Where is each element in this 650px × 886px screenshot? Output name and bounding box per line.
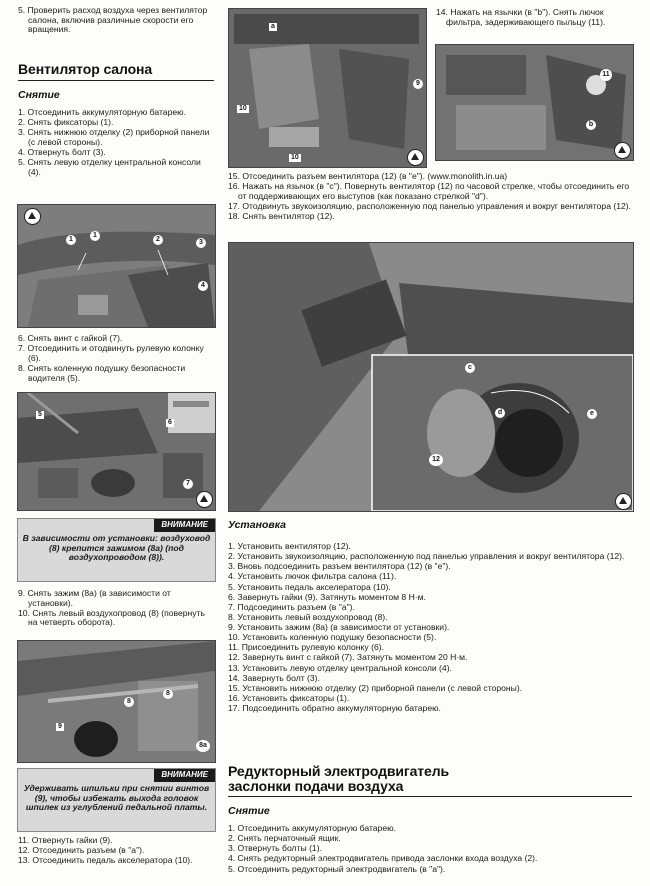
steps-11-13	[18, 836, 214, 866]
photo-dashboard-trim	[17, 204, 216, 328]
steps-15-18	[228, 172, 632, 222]
step-item: 12. Отсоединить разъем (в "а").	[18, 845, 145, 856]
callout: 8	[124, 697, 134, 707]
install-step-item: 1. Установить вентилятор (12).	[228, 541, 351, 551]
callout: 1	[90, 231, 100, 241]
step-item: 4. Отвернуть болт (3).	[18, 147, 106, 157]
step-item: 15. Отсоединить разъем вентилятора (12) (в "е"). (www.monolith.in.ua)	[228, 171, 508, 181]
callout: 1	[66, 235, 76, 245]
callout: c	[465, 363, 475, 373]
warning-text-2: Удерживать шпильки при снятии винтов (9), чтобы избежать выхода головок шпилек из углублений педальной платы.	[23, 783, 210, 813]
step-item: 8. Снять коленную подушку безопасности водителя (5).	[18, 362, 186, 383]
callout: 11	[600, 69, 612, 81]
install-step-item: 4. Установить лючок фильтра салона (11).	[228, 571, 397, 582]
callout: 2	[153, 235, 163, 245]
step-item: 5. Отсоединить редукторный электродвигатель (в "а").	[228, 863, 446, 874]
install-step-item: 3. Вновь подсоединить разъем вентилятора (12) (в "е").	[228, 561, 451, 572]
step-item: 6. Снять винт с гайкой (7).	[18, 333, 123, 343]
warning-box-2	[17, 768, 216, 832]
install-step-item: 5. Установить педаль акселератора (10).	[228, 581, 391, 592]
callout: 5	[38, 411, 42, 418]
step-item: 4. Снять редукторный электродвигатель привода заслонки входа воздуха (2).	[228, 853, 538, 864]
photo-steering-column	[17, 392, 216, 511]
install-step-item: 15. Установить нижнюю отделку (2) приборной панели (с левой стороны).	[228, 682, 523, 693]
install-step-item: 17. Подсоединить обратно аккумуляторную батарею.	[228, 703, 441, 713]
warning-box-1	[17, 518, 216, 582]
install-step-item: 7. Подсоединить разъем (в "а").	[228, 601, 355, 612]
callout: 10	[239, 105, 247, 112]
step-item: 2. Снять перчаточный ящик.	[228, 833, 341, 844]
step-item: 1. Отсоединить аккумуляторную батарею.	[18, 107, 186, 117]
section-title-damper-motor	[228, 764, 632, 797]
removal-heading: Снятие	[18, 89, 60, 101]
photo-pollen-filter	[435, 44, 634, 161]
install-step-item: 9. Установить зажим (8а) (в зависимости от установки).	[228, 622, 450, 632]
step-item: 17. Отодвинуть звукоизоляцию, расположенную под панелью управления и вокруг вентилятора (12).	[228, 200, 632, 211]
step-item: 3. Отвернуть болты (1).	[228, 843, 322, 854]
install-step-item: 10. Установить коленную подушку безопасности (5).	[228, 632, 437, 643]
callout: d	[495, 408, 505, 418]
callout: 7	[183, 479, 193, 489]
callout: 9	[413, 79, 423, 89]
callout: 9	[58, 723, 62, 730]
step-item: 16. Нажать на язычок (в "с"). Повернуть вентилятор (12) по часовой стрелке, чтобы отсоединить его от поддерживающих его выступов (как показано стрелкой "d").	[228, 181, 630, 201]
callout: 8	[163, 689, 173, 699]
damper-steps	[228, 824, 632, 875]
callout: 6	[168, 419, 172, 426]
install-step-item: 8. Установить левый воздухопровод (8).	[228, 611, 388, 622]
callout: 8a	[196, 740, 210, 752]
photo-pedals-connector	[228, 8, 427, 168]
install-step-item: 12. Завернуть винт с гайкой (7). Затянуть моментом 20 Н·м.	[228, 652, 468, 663]
brand-logo-icon	[24, 208, 41, 225]
step-item: 3. Снять нижнюю отделку (2) приборной панели (с левой стороны).	[18, 127, 210, 147]
callout: 12	[429, 454, 443, 466]
section-title-line-2: заслонки подачи воздуха	[228, 778, 404, 795]
installation-heading: Установка	[228, 519, 286, 531]
install-step-item: 11. Присоединить рулевую колонку (6).	[228, 642, 384, 653]
install-step-item: 6. Завернуть гайки (9). Затянуть моментом 8 Н·м.	[228, 591, 426, 602]
steps-6-8	[18, 334, 214, 384]
step-14	[436, 8, 632, 28]
callout: b	[586, 120, 596, 130]
callout: 3	[196, 238, 206, 248]
warning-label: ВНИМАНИЕ	[154, 769, 215, 782]
callout: a	[271, 23, 275, 30]
step-14-text: 14. Нажать на язычки (в "b"). Снять лючок фильтра, задерживающего пыльцу (11).	[436, 7, 606, 27]
warning-text-1: В зависимости от установки: воздуховод (8) крепится зажимом (8а) (под воздухопроводом (8)).	[22, 533, 211, 563]
section-title-line-1: Редукторный электродвигатель	[228, 763, 450, 779]
install-step-item: 2. Установить звукоизоляцию, расположенную под панелью управления и вокруг вентилятора (12).	[228, 551, 625, 562]
brand-logo-icon	[407, 149, 424, 166]
step-item: 7. Отсоединить и отодвинуть рулевую колонку (6).	[18, 343, 204, 363]
step-item: 5. Снять левую отделку центральной консоли (4).	[18, 157, 201, 177]
brand-logo-icon	[196, 491, 213, 508]
step-item: 13. Отсоединить педаль акселератора (10).	[18, 855, 193, 866]
step-item: 18. Снять вентилятор (12).	[228, 211, 335, 221]
step-item: 1. Отсоединить аккумуляторную батарею.	[228, 823, 396, 833]
install-step-item: 13. Установить левую отделку центральной консоли (4).	[228, 662, 452, 673]
brand-logo-icon	[614, 142, 631, 159]
steps-1-5	[18, 108, 214, 178]
intro-step-5: 5. Проверить расход воздуха через вентилятор салона, включив различные скорости его вращения.	[18, 5, 208, 35]
callout: 10	[291, 154, 299, 161]
warning-label: ВНИМАНИЕ	[154, 519, 215, 532]
step-item: 2. Снять фиксаторы (1).	[18, 117, 114, 128]
callout: e	[587, 409, 597, 419]
install-step-item: 14. Завернуть болт (3).	[228, 672, 320, 683]
removal-heading-2: Снятие	[228, 805, 270, 817]
brand-logo-icon	[615, 493, 632, 510]
step-item: 11. Отвернуть гайки (9).	[18, 835, 113, 845]
step-item: 10. Снять левый воздухопровод (8) (повернуть на четверть оборота).	[18, 607, 206, 628]
installation-steps	[228, 542, 632, 714]
install-step-item: 16. Установить фиксаторы (1).	[228, 692, 350, 703]
callout: 4	[198, 281, 208, 291]
steps-9-10	[18, 589, 214, 629]
step-item: 9. Снять зажим (8а) (в зависимости от установки).	[18, 588, 171, 608]
intro-step	[18, 6, 214, 35]
photo-air-duct	[17, 640, 216, 763]
section-title-fan: Вентилятор салона	[18, 62, 214, 81]
photo-cabin-fan	[228, 242, 634, 512]
